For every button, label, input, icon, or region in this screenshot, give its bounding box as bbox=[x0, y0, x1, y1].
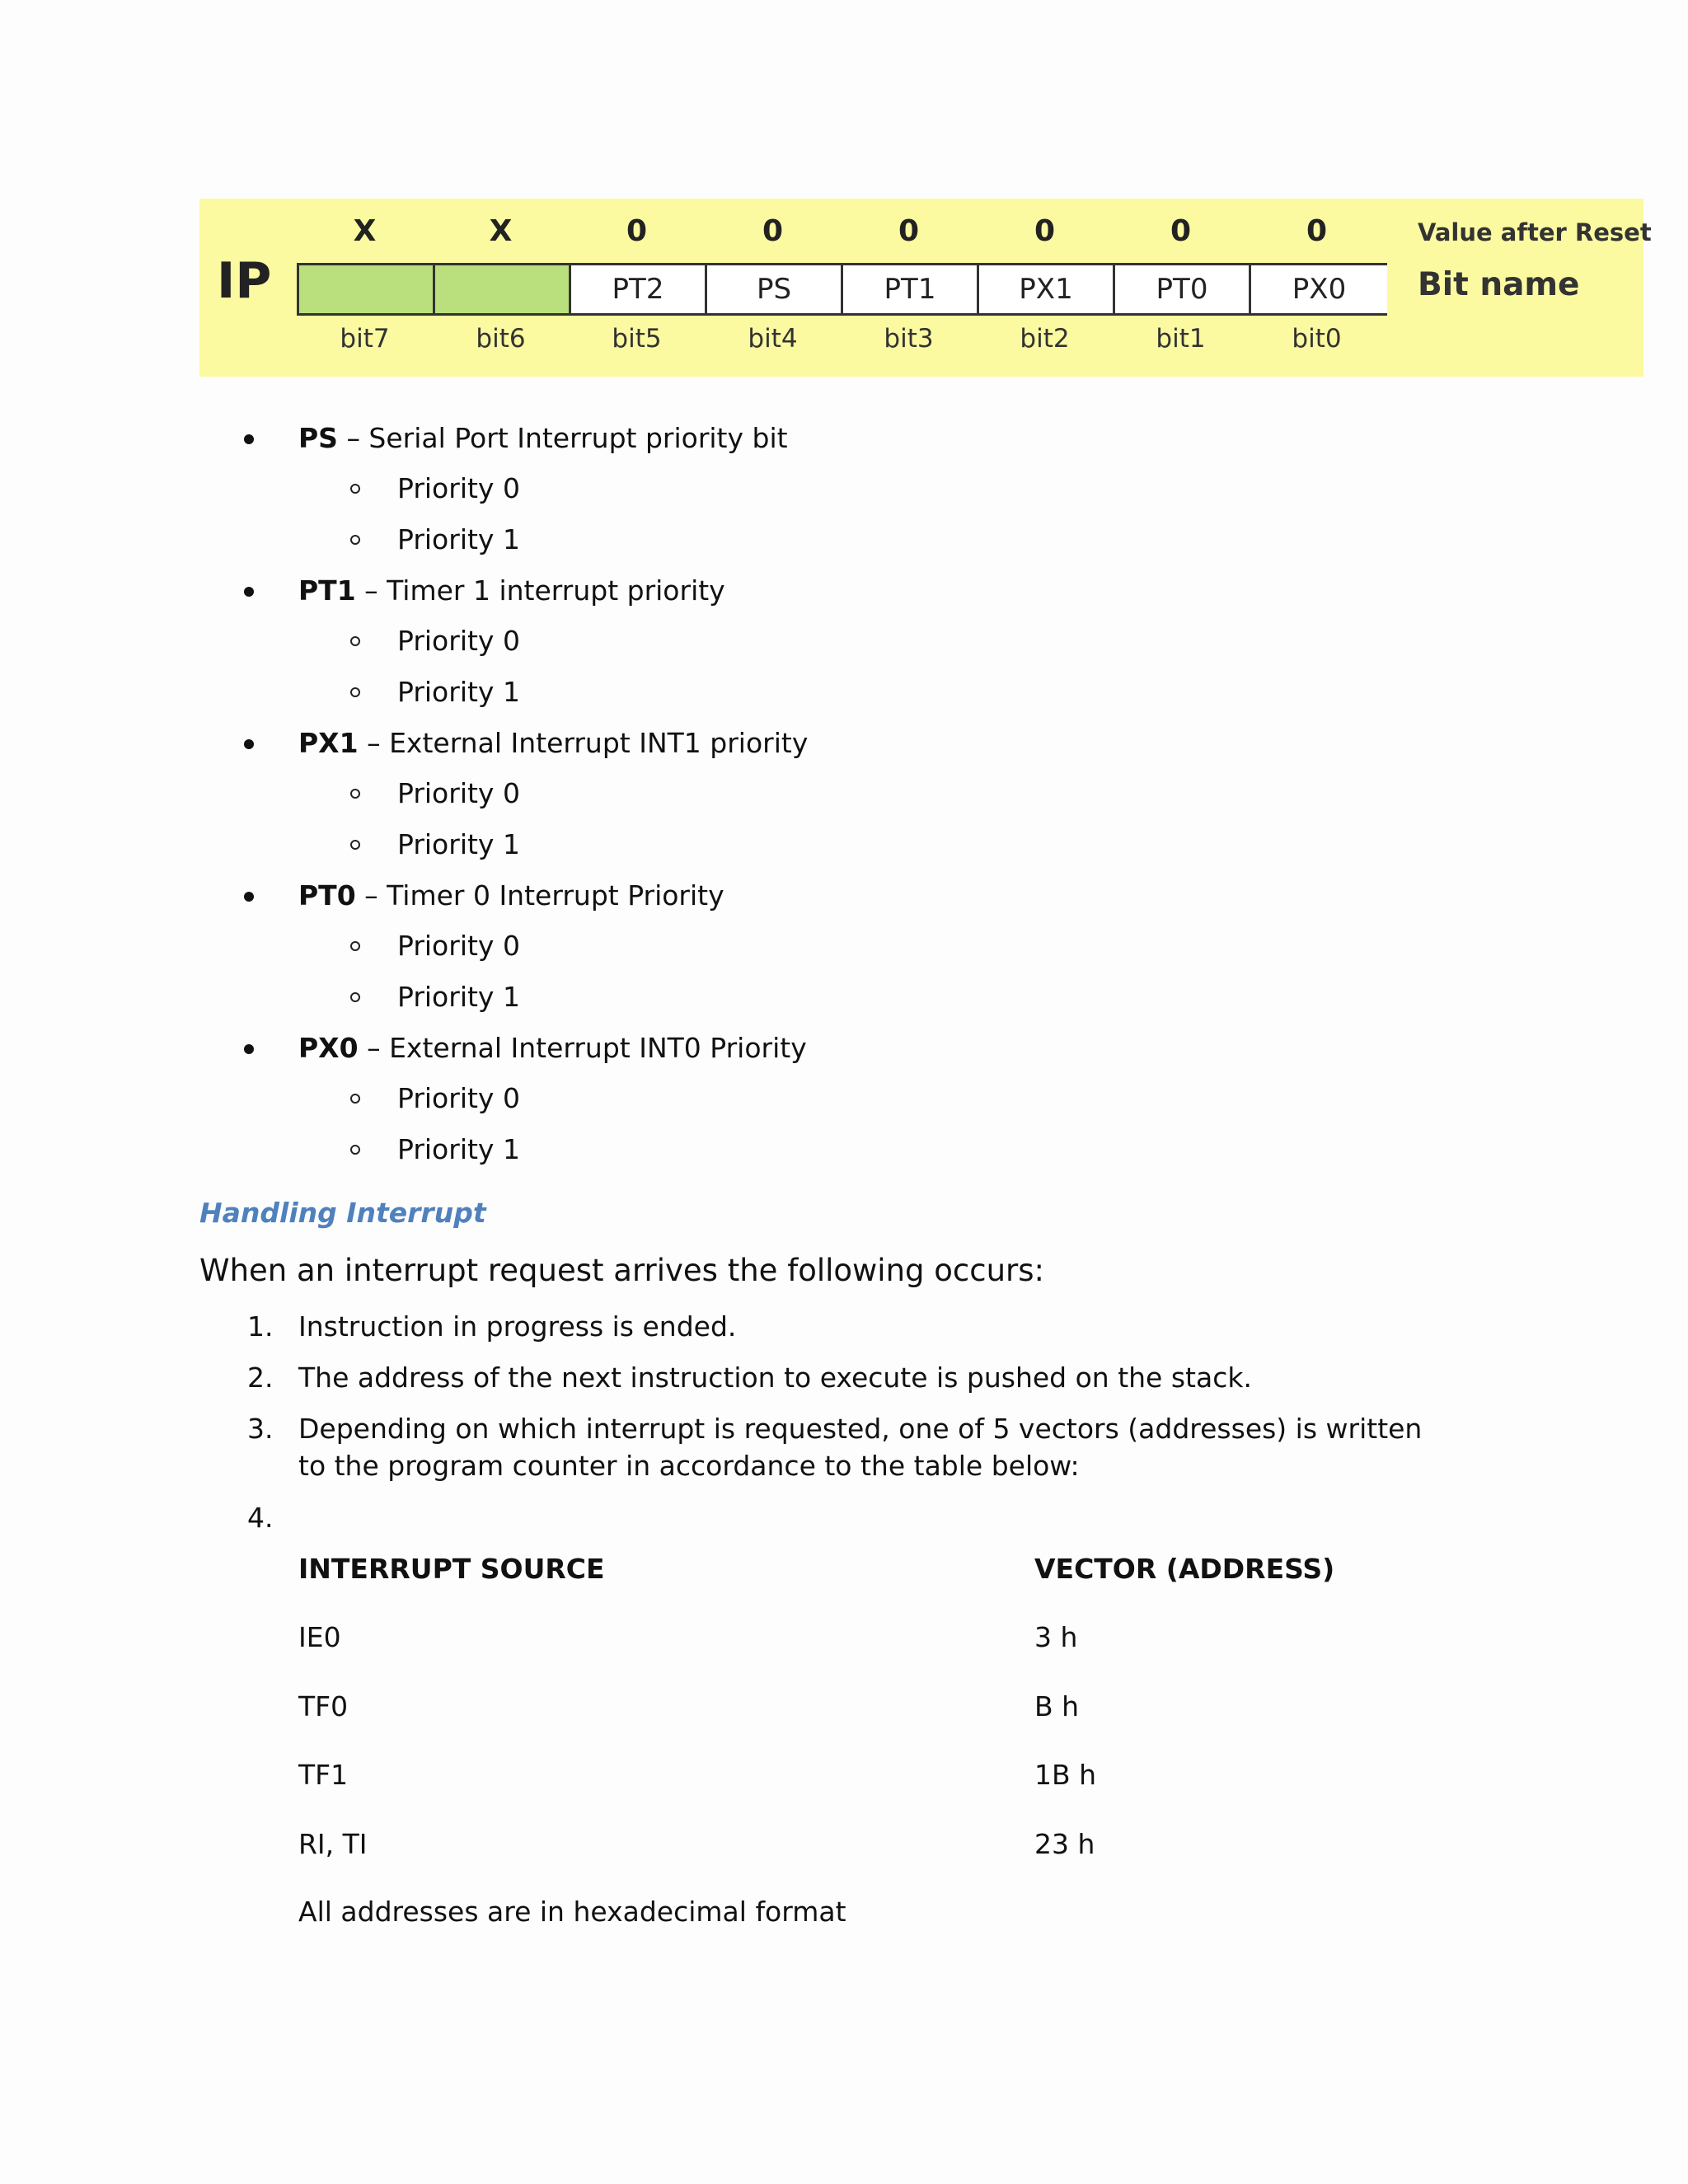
list-subitem bbox=[397, 471, 520, 507]
option-label: Priority 1 bbox=[397, 981, 520, 1013]
list-subitem bbox=[397, 522, 520, 558]
item-text: The address of the next instruction to execute is pushed on the stack. bbox=[298, 1361, 1252, 1394]
table-cell-vector: 23 h bbox=[1034, 1828, 1095, 1860]
bit-code: PT1 bbox=[298, 574, 356, 607]
table-header-vector: VECTOR (ADDRESS) bbox=[1034, 1553, 1335, 1585]
bullet-icon bbox=[244, 434, 254, 444]
list-item bbox=[298, 420, 788, 457]
list-item bbox=[298, 878, 724, 914]
option-label: Priority 0 bbox=[397, 1082, 520, 1114]
table-cell-source: TF0 bbox=[298, 1690, 349, 1722]
reset-value-bit7: X bbox=[353, 214, 377, 248]
list-subitem bbox=[397, 928, 520, 964]
bit-cell-bit5: PT2 bbox=[571, 265, 707, 313]
bit-cell-bit6 bbox=[435, 265, 571, 313]
bit-code: PT0 bbox=[298, 879, 356, 912]
option-label: Priority 1 bbox=[397, 828, 520, 860]
option-label: Priority 1 bbox=[397, 523, 520, 555]
bullet-icon bbox=[244, 1044, 254, 1054]
bit-label-bit3: bit3 bbox=[884, 324, 934, 354]
legend-bit-name: Bit name bbox=[1418, 266, 1580, 303]
bit-cell-bit0: PX0 bbox=[1251, 265, 1387, 313]
circle-bullet-icon bbox=[350, 992, 360, 1002]
bit-code: PX0 bbox=[298, 1032, 359, 1064]
option-label: Priority 0 bbox=[397, 472, 520, 504]
numbered-item bbox=[247, 1359, 1436, 1396]
circle-bullet-icon bbox=[350, 1145, 360, 1155]
bit-cell-bit3: PT1 bbox=[843, 265, 979, 313]
register-name: IP bbox=[217, 252, 272, 310]
reset-value-bit6: X bbox=[489, 214, 513, 248]
table-header-source: INTERRUPT SOURCE bbox=[298, 1553, 605, 1585]
reset-value-bit5: 0 bbox=[626, 214, 648, 248]
bit-description: – External Interrupt INT1 priority bbox=[358, 727, 809, 759]
table-cell-vector: 1B h bbox=[1034, 1759, 1097, 1791]
bit-label-bit1: bit1 bbox=[1156, 324, 1206, 354]
list-item bbox=[298, 725, 808, 762]
bit-code: PX1 bbox=[298, 727, 359, 759]
table-cell-source: RI, TI bbox=[298, 1828, 368, 1860]
bit-label-bit2: bit2 bbox=[1020, 324, 1070, 354]
list-subitem bbox=[397, 776, 520, 812]
legend-value-after-reset: Value after Reset bbox=[1418, 218, 1652, 246]
item-number: 2. bbox=[247, 1361, 274, 1394]
circle-bullet-icon bbox=[350, 1094, 360, 1104]
bullet-icon bbox=[244, 739, 254, 749]
option-label: Priority 1 bbox=[397, 1133, 520, 1165]
circle-bullet-icon bbox=[350, 941, 360, 951]
list-subitem bbox=[397, 1080, 520, 1117]
bit-cell-bit2: PX1 bbox=[979, 265, 1115, 313]
list-item bbox=[298, 1030, 807, 1066]
numbered-item bbox=[247, 1410, 1436, 1484]
reset-value-bit1: 0 bbox=[1170, 214, 1192, 248]
item-number: 4. bbox=[247, 1502, 274, 1534]
bit-label-bit7: bit7 bbox=[340, 324, 390, 354]
list-subitem bbox=[397, 827, 520, 863]
bit-cell-bit1: PT0 bbox=[1115, 265, 1251, 313]
bit-label-bit6: bit6 bbox=[476, 324, 526, 354]
bit-cell-bit4: PS bbox=[707, 265, 843, 313]
circle-bullet-icon bbox=[350, 789, 360, 799]
ip-register-diagram bbox=[199, 199, 1652, 377]
circle-bullet-icon bbox=[350, 687, 360, 697]
table-cell-vector: 3 h bbox=[1034, 1621, 1078, 1653]
item-number: 1. bbox=[247, 1310, 274, 1343]
item-text: Instruction in progress is ended. bbox=[298, 1310, 737, 1343]
reset-value-bit4: 0 bbox=[762, 214, 784, 248]
list-subitem bbox=[397, 979, 520, 1015]
option-label: Priority 0 bbox=[397, 930, 520, 962]
intro-paragraph: When an interrupt request arrives the following occurs: bbox=[199, 1253, 1045, 1288]
numbered-item bbox=[247, 1308, 1436, 1345]
circle-bullet-icon bbox=[350, 636, 360, 646]
circle-bullet-icon bbox=[350, 840, 360, 850]
table-cell-source: TF1 bbox=[298, 1759, 349, 1791]
bit-description: – Timer 1 interrupt priority bbox=[355, 574, 725, 607]
bit-cell-bit7 bbox=[299, 265, 435, 313]
option-label: Priority 0 bbox=[397, 777, 520, 809]
circle-bullet-icon bbox=[350, 484, 360, 494]
item-number: 3. bbox=[247, 1413, 274, 1445]
list-subitem bbox=[397, 623, 520, 659]
bullet-icon bbox=[244, 892, 254, 902]
bit-code: PS bbox=[298, 422, 338, 454]
option-label: Priority 0 bbox=[397, 625, 520, 657]
bit-description: – Timer 0 Interrupt Priority bbox=[355, 879, 724, 912]
reset-value-bit0: 0 bbox=[1306, 214, 1328, 248]
item-text: Depending on which interrupt is requested, one of 5 vectors (addresses) is written to the program counter in accordance to the table below: bbox=[298, 1413, 1423, 1482]
register-bit-cells bbox=[297, 263, 1387, 316]
reset-value-bit3: 0 bbox=[898, 214, 920, 248]
table-cell-vector: B h bbox=[1034, 1690, 1080, 1722]
bit-description: – External Interrupt INT0 Priority bbox=[358, 1032, 807, 1064]
section-heading: Handling Interrupt bbox=[199, 1197, 486, 1229]
list-subitem bbox=[397, 674, 520, 710]
bit-label-bit0: bit0 bbox=[1292, 324, 1342, 354]
bit-description: – Serial Port Interrupt priority bit bbox=[337, 422, 788, 454]
bit-label-bit4: bit4 bbox=[748, 324, 798, 354]
circle-bullet-icon bbox=[350, 535, 360, 545]
table-footnote: All addresses are in hexadecimal format bbox=[298, 1896, 846, 1928]
list-subitem bbox=[397, 1132, 520, 1168]
table-cell-source: IE0 bbox=[298, 1621, 341, 1653]
bit-label-bit5: bit5 bbox=[612, 324, 662, 354]
option-label: Priority 1 bbox=[397, 676, 520, 708]
list-item bbox=[298, 573, 725, 609]
reset-value-bit2: 0 bbox=[1034, 214, 1056, 248]
bullet-icon bbox=[244, 587, 254, 597]
